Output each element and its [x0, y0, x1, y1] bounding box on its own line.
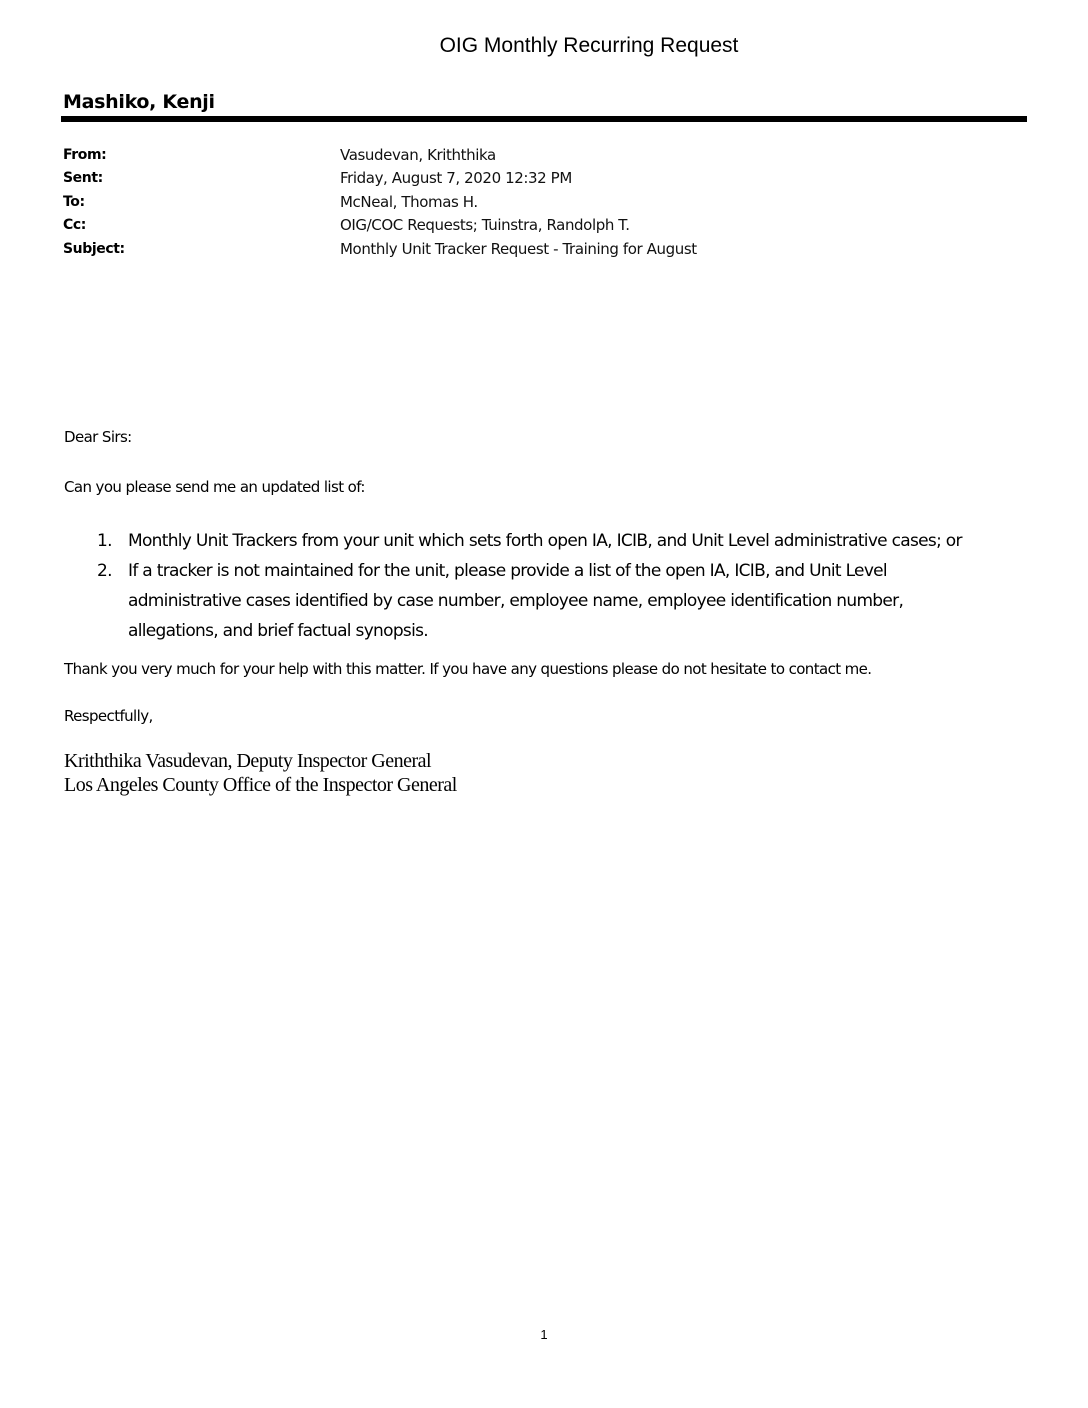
signature-name-title: Kriththika Vasudevan, Deputy Inspector General	[64, 750, 432, 772]
request-number: 1.	[97, 531, 112, 551]
request-item	[97, 526, 1024, 556]
cc-value: OIG/COC Requests; Tuinstra, Randolph T.	[340, 216, 630, 235]
mailbox-owner-name: Mashiko, Kenji	[63, 91, 215, 113]
closing-text: Respectfully,	[64, 707, 153, 725]
thanks-text: Thank you very much for your help with this matter. If you have any questions please do not hesitate to contact me.	[64, 660, 872, 678]
subject-value: Monthly Unit Tracker Request - Training for August	[340, 239, 697, 258]
subject-label: Subject:	[63, 240, 125, 257]
header-divider	[61, 116, 1027, 122]
intro-text: Can you please send me an updated list of:	[64, 478, 365, 496]
header-cc	[63, 214, 963, 238]
sent-label: Sent:	[63, 170, 103, 187]
email-headers	[63, 143, 963, 261]
request-number: 2.	[97, 561, 112, 581]
signature-organization: Los Angeles County Office of the Inspector General	[64, 774, 457, 796]
from-value: Vasudevan, Kriththika	[340, 145, 496, 164]
header-from	[63, 143, 963, 167]
request-list	[64, 526, 1024, 646]
document-title: OIG Monthly Recurring Request	[439, 34, 739, 57]
sent-value: Friday, August 7, 2020 12:32 PM	[340, 169, 572, 188]
from-label: From:	[63, 146, 107, 163]
cc-label: Cc:	[63, 217, 86, 234]
request-item	[97, 556, 1024, 646]
greeting: Dear Sirs:	[64, 428, 132, 446]
to-value: McNeal, Thomas H.	[340, 192, 478, 211]
signature-block	[64, 749, 1024, 797]
page-number: 1	[540, 1327, 548, 1342]
header-subject	[63, 237, 963, 261]
header-sent	[63, 167, 963, 191]
email-body	[64, 428, 1024, 797]
header-to	[63, 190, 963, 214]
request-text: Monthly Unit Trackers from your unit which sets forth open IA, ICIB, and Unit Level administrative cases; or	[128, 531, 962, 551]
request-text: If a tracker is not maintained for the unit, please provide a list of the open IA, ICIB, and Unit Level administrative cases identified by case number, employee name, employee identification number, allegations, and brief factual synopsis.	[128, 561, 904, 641]
to-label: To:	[63, 193, 85, 210]
